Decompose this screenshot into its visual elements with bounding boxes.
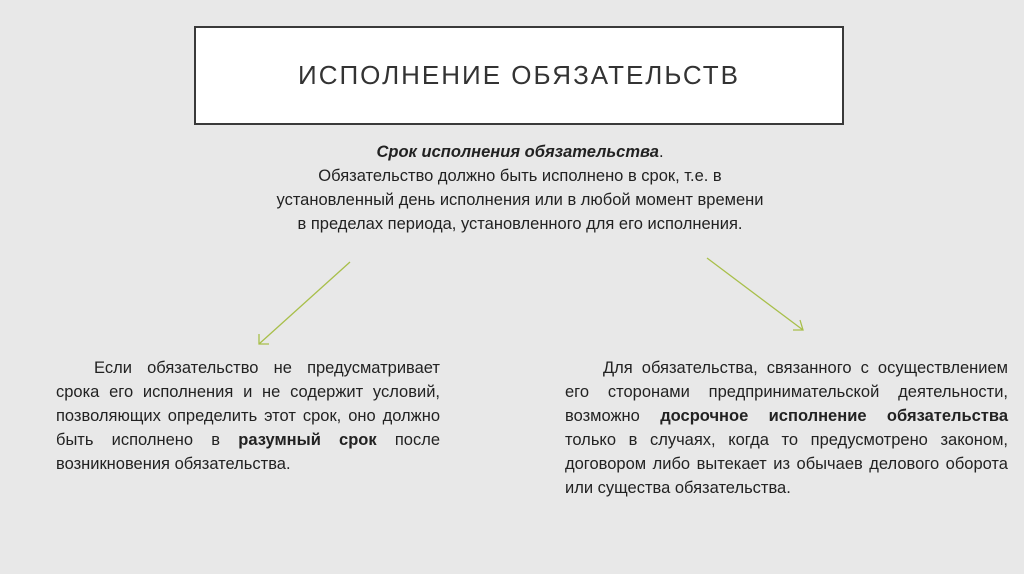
arrow-right-icon — [707, 258, 803, 330]
left-text-before: Если обязательство не предусматривает срока его исполнения и не содержит условий, позволяющих определить этот срок, оно должно быть исполнено в — [56, 359, 440, 449]
right-block — [565, 356, 1008, 500]
left-bold: разумный срок — [238, 431, 377, 449]
left-block — [56, 356, 440, 476]
right-bold: досрочное исполнение обязательства — [660, 407, 1008, 425]
intro-term-suffix: . — [658, 143, 664, 161]
intro-term: Срок исполнения обязательства — [376, 143, 659, 161]
arrow-left-icon — [259, 262, 350, 344]
intro-body: Обязательство должно быть исполнено в срок, т.е. в установленный день исполнения или в любой момент времени в пределах периода, установленного для его исполнения. — [276, 167, 764, 233]
right-text-before: Для обязательства, связанного с осуществлением его сторонами предпринимательской деятельности, возможно — [565, 359, 1008, 425]
right-text-after: только в случаях, когда то предусмотрено законом, договором либо вытекает из обычаев делового оборота или существа обязательства. — [565, 431, 1008, 497]
left-text-after: после возникновения обязательства. — [56, 431, 440, 473]
page-title: ИСПОЛНЕНИЕ ОБЯЗАТЕЛЬСТВ — [298, 60, 740, 90]
